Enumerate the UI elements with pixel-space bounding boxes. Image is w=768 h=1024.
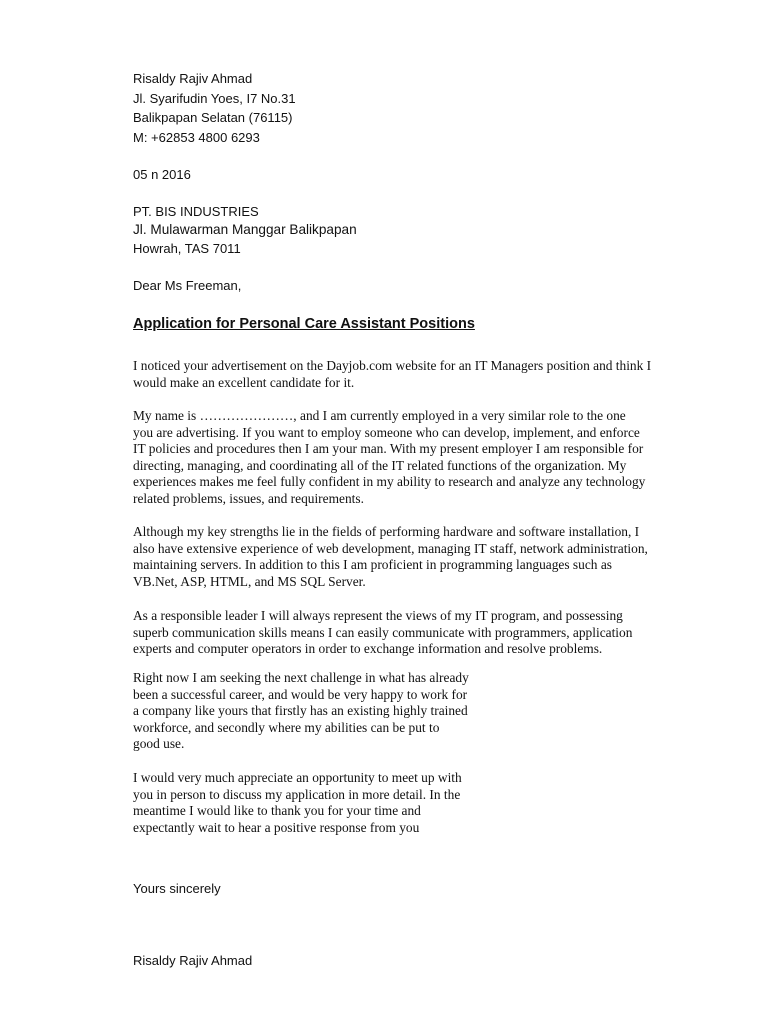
- paragraph-line: good use.: [133, 736, 185, 752]
- paragraph-line: expectantly wait to hear a positive response from you: [133, 819, 420, 835]
- signature-name: Risaldy Rajiv Ahmad: [133, 953, 253, 968]
- closing: Yours sincerely: [133, 881, 221, 896]
- paragraph-line: As a responsible leader I will always represent the views of my IT program, and possessing: [133, 608, 623, 623]
- paragraph-4: [133, 608, 632, 658]
- sender-city: Balikpapan Selatan (76115): [133, 110, 293, 125]
- subject-heading: Application for Personal Care Assistant Positions: [133, 316, 475, 332]
- paragraph-line: meantime I would like to thank you for your time and: [133, 803, 421, 819]
- paragraph-1: [133, 358, 651, 391]
- sender-street: Jl. Syarifudin Yoes, I7 No.31: [133, 91, 296, 106]
- paragraph-line: workforce, and secondly where my abilities can be put to: [133, 719, 440, 735]
- paragraph-2: [133, 408, 645, 508]
- recipient-street: Jl. Mulawarman Manggar Balikpapan: [133, 222, 357, 237]
- paragraph-line: experiences makes me feel fully confident in my ability to research and analyze any technology: [133, 474, 646, 490]
- sender-name: Risaldy Rajiv Ahmad: [133, 71, 253, 86]
- recipient-city: Howrah, TAS 7011: [133, 241, 241, 256]
- paragraph-line: maintaining servers. In addition to this I am proficient in programming languages such as: [133, 557, 612, 573]
- paragraph-3: [133, 524, 648, 590]
- letter-date: 05 n 2016: [133, 167, 191, 182]
- paragraph-line: Although my key strengths lie in the fields of performing hardware and software installation, I: [133, 524, 640, 539]
- salutation: Dear Ms Freeman,: [133, 278, 242, 293]
- paragraph-line: also have extensive experience of web development, managing IT staff, network administration,: [133, 540, 648, 556]
- paragraph-line: My name is …………………, and I am currently employed in a very similar role to the one: [133, 408, 626, 423]
- recipient-company: PT. BIS INDUSTRIES: [133, 204, 259, 219]
- sender-phone: M: +62853 4800 6293: [133, 130, 260, 145]
- paragraph-line: related problems, issues, and requirements.: [133, 490, 364, 506]
- paragraph-line: a company like yours that firstly has an existing highly trained: [133, 703, 468, 719]
- paragraph-line: would make an excellent candidate for it.: [133, 374, 355, 390]
- paragraph-line: I would very much appreciate an opportunity to meet up with: [133, 770, 462, 785]
- paragraph-6: [133, 770, 462, 836]
- paragraph-5: [133, 670, 469, 753]
- paragraph-line: directing, managing, and coordinating all of the IT related functions of the organization. My: [133, 457, 627, 473]
- paragraph-line: you in person to discuss my application in more detail. In the: [133, 786, 461, 802]
- paragraph-line: I noticed your advertisement on the Dayjob.com website for an IT Managers position and think I: [133, 358, 652, 373]
- paragraph-line: Right now I am seeking the next challenge in what has already: [133, 670, 469, 685]
- paragraph-line: you are advertising. If you want to employ someone who can develop, implement, and enforce: [133, 424, 640, 440]
- paragraph-line: superb communication skills means I can easily communicate with programmers, application: [133, 624, 633, 640]
- paragraph-line: been a successful career, and would be very happy to work for: [133, 686, 468, 702]
- paragraph-line: experts and computer operators in order to exchange information and resolve problems.: [133, 641, 603, 657]
- paragraph-line: VB.Net, ASP, HTML, and MS SQL Server.: [133, 573, 366, 589]
- paragraph-line: IT policies and procedures then I am your man. With my present employer I am responsible for: [133, 441, 644, 457]
